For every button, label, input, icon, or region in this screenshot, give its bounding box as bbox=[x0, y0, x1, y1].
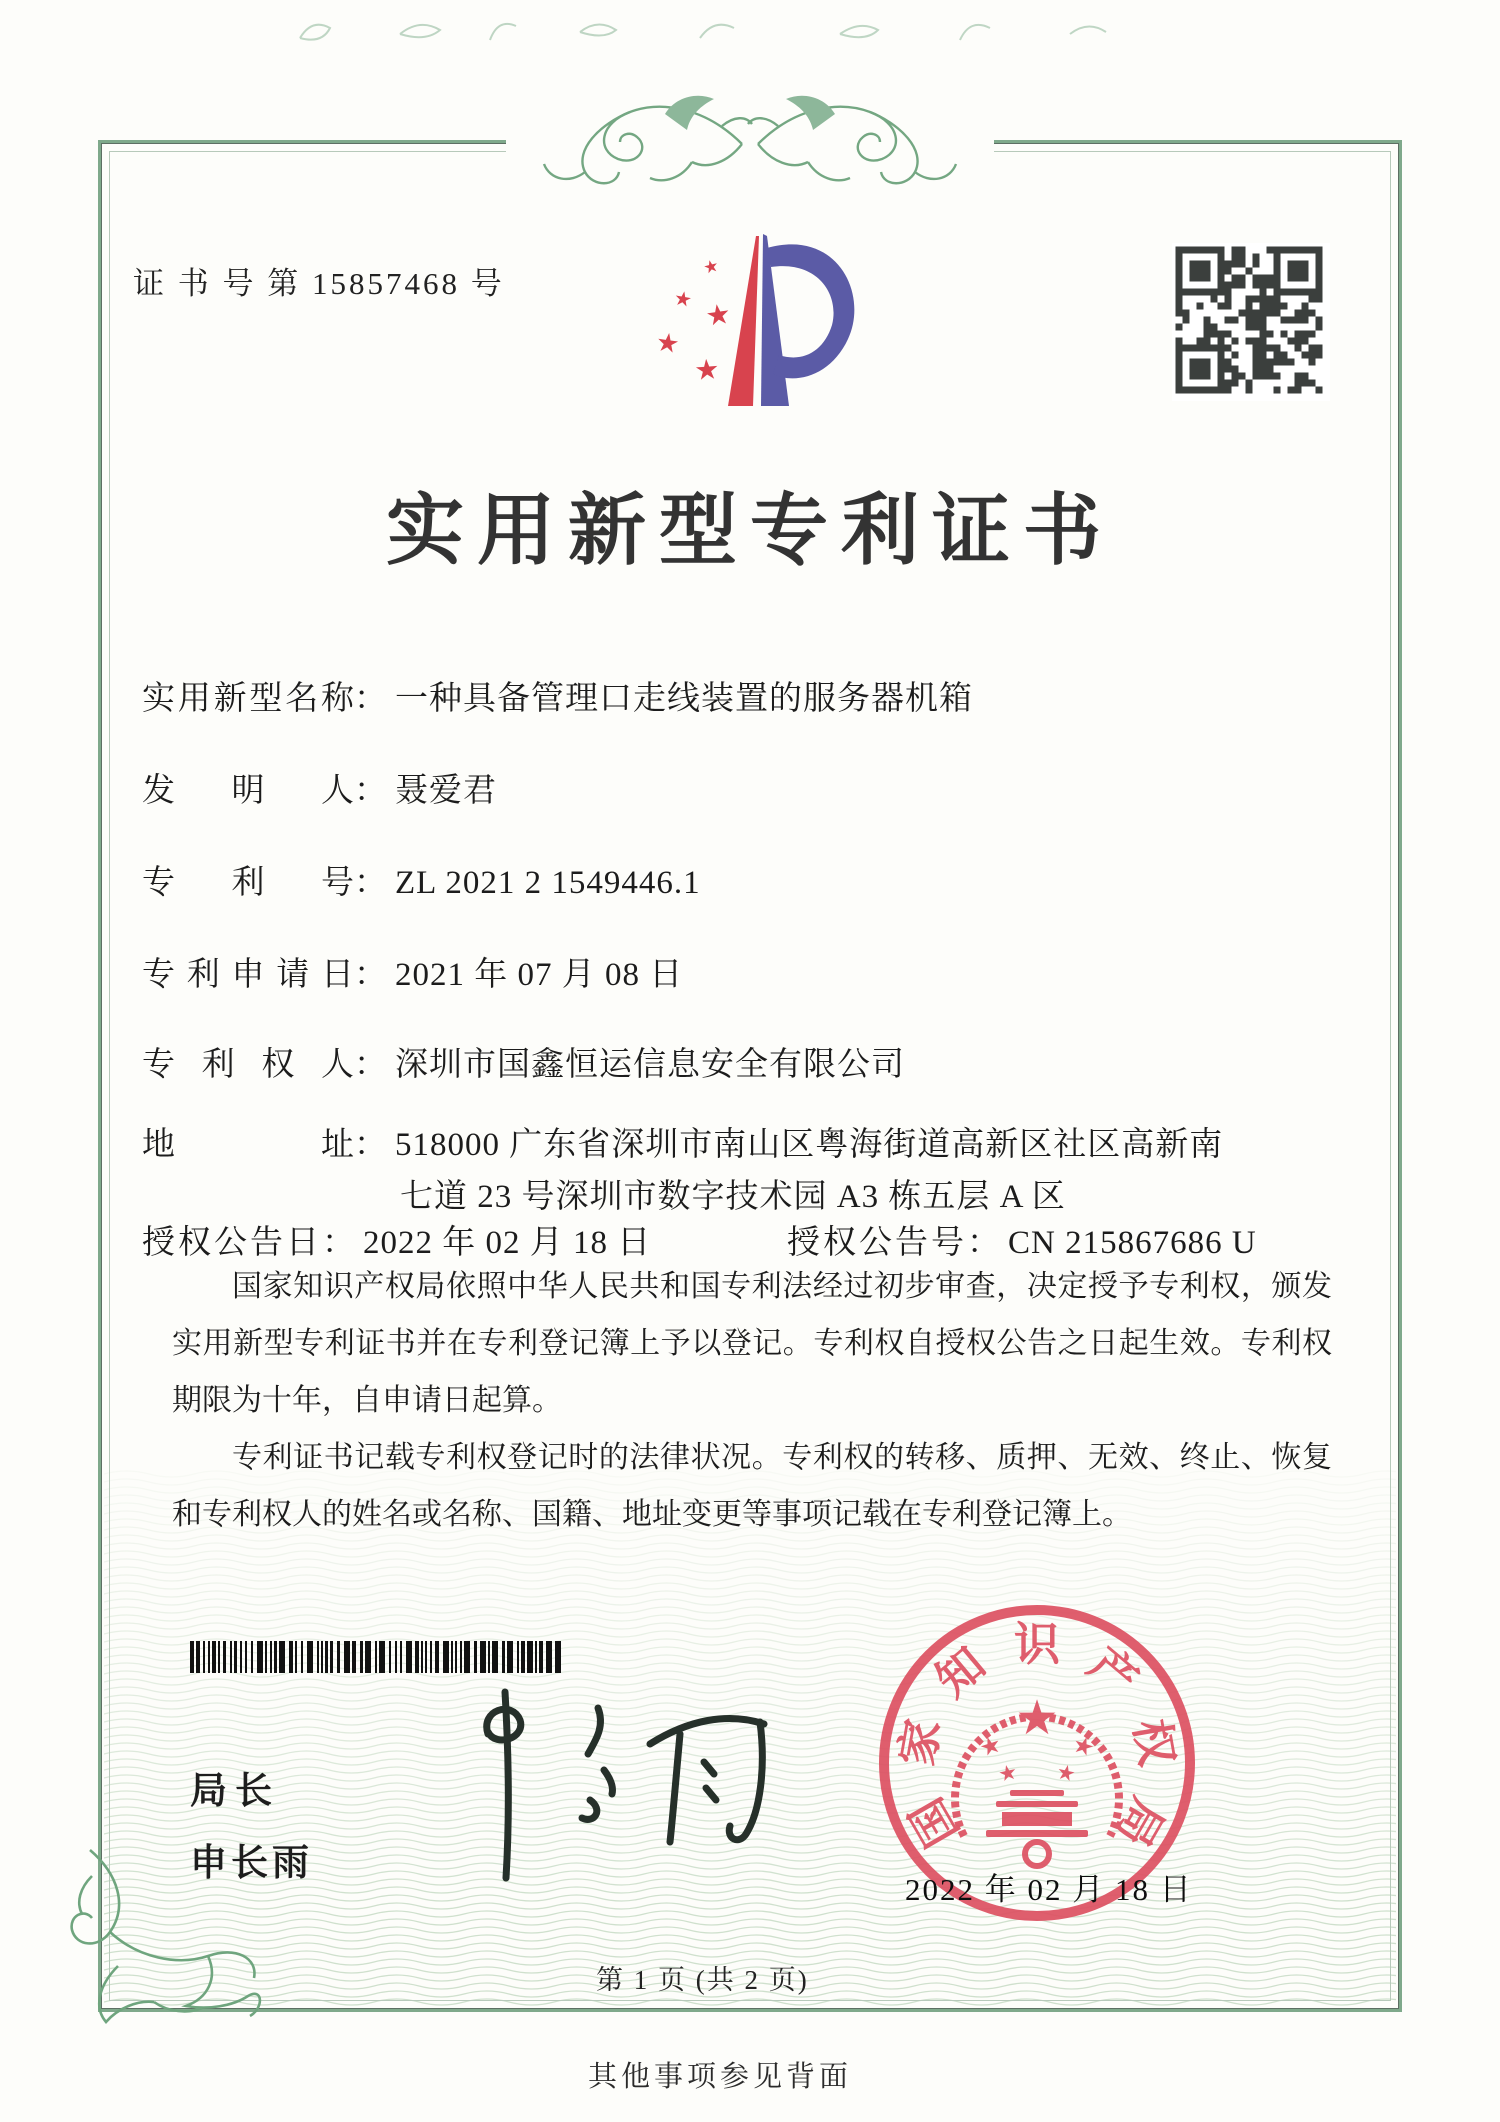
bottom-left-ornament bbox=[56, 1836, 274, 2030]
field-row-address: 地址： 518000 广东省深圳市南山区粤海街道高新区社区高新南 bbox=[142, 1118, 1223, 1165]
field-label: 地址 bbox=[142, 1127, 354, 1163]
field-row-grant: 授权公告日： 2022 年 02 月 18 日 授权公告号： CN 215867686 U bbox=[142, 1216, 651, 1263]
svg-text:权: 权 bbox=[1124, 1715, 1183, 1770]
director-title: 局长 bbox=[190, 1770, 280, 1811]
svg-text:产: 产 bbox=[1079, 1637, 1148, 1707]
director-name: 申长雨 bbox=[190, 1842, 313, 1883]
logo-stars bbox=[654, 256, 733, 387]
field-row-name: 实用新型名称： 一种具备管理口走线装置的服务器机箱 bbox=[142, 672, 973, 719]
svg-text:局: 局 bbox=[1106, 1789, 1174, 1855]
svg-text:★: ★ bbox=[693, 354, 721, 387]
field-row-patent-no: 专利号： ZL 2021 2 1549446.1 bbox=[142, 856, 701, 903]
legal-paragraph-2: 专利证书记载专利权登记时的法律状况。专利权的转移、质押、无效、终止、恢复和专利权人的姓名或名称、国籍、地址变更等事项记载在专利登记簿上。 bbox=[172, 1441, 1332, 1531]
field-value: 一种具备管理口走线装置的服务器机箱 bbox=[395, 681, 973, 717]
top-dragon-ornament bbox=[490, 86, 1010, 196]
field-value: 518000 广东省深圳市南山区粤海街道高新区社区高新南 bbox=[395, 1127, 1224, 1163]
grant-no-group: 授权公告号： CN 215867686 U bbox=[787, 1225, 1257, 1261]
svg-text:国: 国 bbox=[900, 1789, 968, 1855]
field-label: 发明人 bbox=[142, 773, 354, 809]
field-row-filing-date: 专利申请日： 2021 年 07 月 08 日 bbox=[142, 948, 683, 995]
legal-text bbox=[172, 1258, 1332, 1543]
svg-text:★: ★ bbox=[701, 255, 721, 278]
barcode bbox=[190, 1641, 570, 1673]
svg-text:识: 识 bbox=[1014, 1619, 1060, 1670]
logo-p-bowl bbox=[767, 244, 854, 378]
field-value: 2021 年 07 月 08 日 bbox=[395, 957, 684, 993]
svg-text:★: ★ bbox=[1069, 1731, 1098, 1763]
logo-red-wedge bbox=[728, 236, 759, 406]
svg-text:家: 家 bbox=[891, 1715, 950, 1770]
handwritten-signature bbox=[392, 1682, 812, 1910]
field-value: 深圳市国鑫恒运信息安全有限公司 bbox=[395, 1047, 905, 1083]
certificate-title: 实用新型专利证书 bbox=[385, 487, 1114, 574]
field-value: 聂爱君 bbox=[395, 773, 497, 809]
grant-no-label: 授权公告号 bbox=[787, 1225, 967, 1261]
page-indicator: 第 1 页 (共 2 页) bbox=[596, 1965, 809, 1995]
qr-code bbox=[1172, 243, 1330, 401]
svg-text:知: 知 bbox=[926, 1637, 995, 1707]
top-edge-ornament-fragments bbox=[280, 4, 1160, 50]
grant-date-value: 2022 年 02 月 18 日 bbox=[363, 1225, 652, 1261]
field-label: 专利申请日 bbox=[142, 957, 354, 993]
svg-text:★: ★ bbox=[976, 1731, 1005, 1763]
svg-text:★: ★ bbox=[1015, 1692, 1059, 1745]
field-label: 专利权人 bbox=[142, 1047, 354, 1083]
field-label: 实用新型名称 bbox=[142, 681, 354, 717]
grant-date-label: 授权公告日 bbox=[142, 1225, 322, 1261]
certificate-number: 证 书 号 第 15857468 号 bbox=[133, 266, 505, 301]
grant-no-value: CN 215867686 U bbox=[1008, 1225, 1257, 1261]
svg-text:★: ★ bbox=[672, 287, 694, 313]
svg-text:★: ★ bbox=[654, 327, 682, 360]
back-side-note: 其他事项参见背面 bbox=[588, 2061, 853, 2093]
field-row-patentee: 专利权人： 深圳市国鑫恒运信息安全有限公司 bbox=[142, 1038, 905, 1085]
svg-text:★: ★ bbox=[1054, 1759, 1078, 1787]
field-value: ZL 2021 2 1549446.1 bbox=[395, 865, 701, 901]
svg-text:★: ★ bbox=[996, 1759, 1020, 1787]
legal-paragraph-1: 国家知识产权局依照中华人民共和国专利法经过初步审查，决定授予专利权，颁发实用新型专利证书并在专利登记簿上予以登记。专利权自授权公告之日起生效。专利权期限为十年，自申请日起算。 bbox=[172, 1270, 1332, 1417]
field-label: 专利号 bbox=[142, 865, 354, 901]
address-line2: 七道 23 号深圳市数字技术园 A3 栋五层 A 区 bbox=[400, 1179, 1066, 1215]
svg-text:★: ★ bbox=[703, 298, 733, 333]
seal-date: 2022 年 02 月 18 日 bbox=[905, 1872, 1193, 1907]
field-row-inventor: 发明人： 聂爱君 bbox=[142, 764, 497, 811]
cnipa-logo bbox=[625, 222, 865, 434]
